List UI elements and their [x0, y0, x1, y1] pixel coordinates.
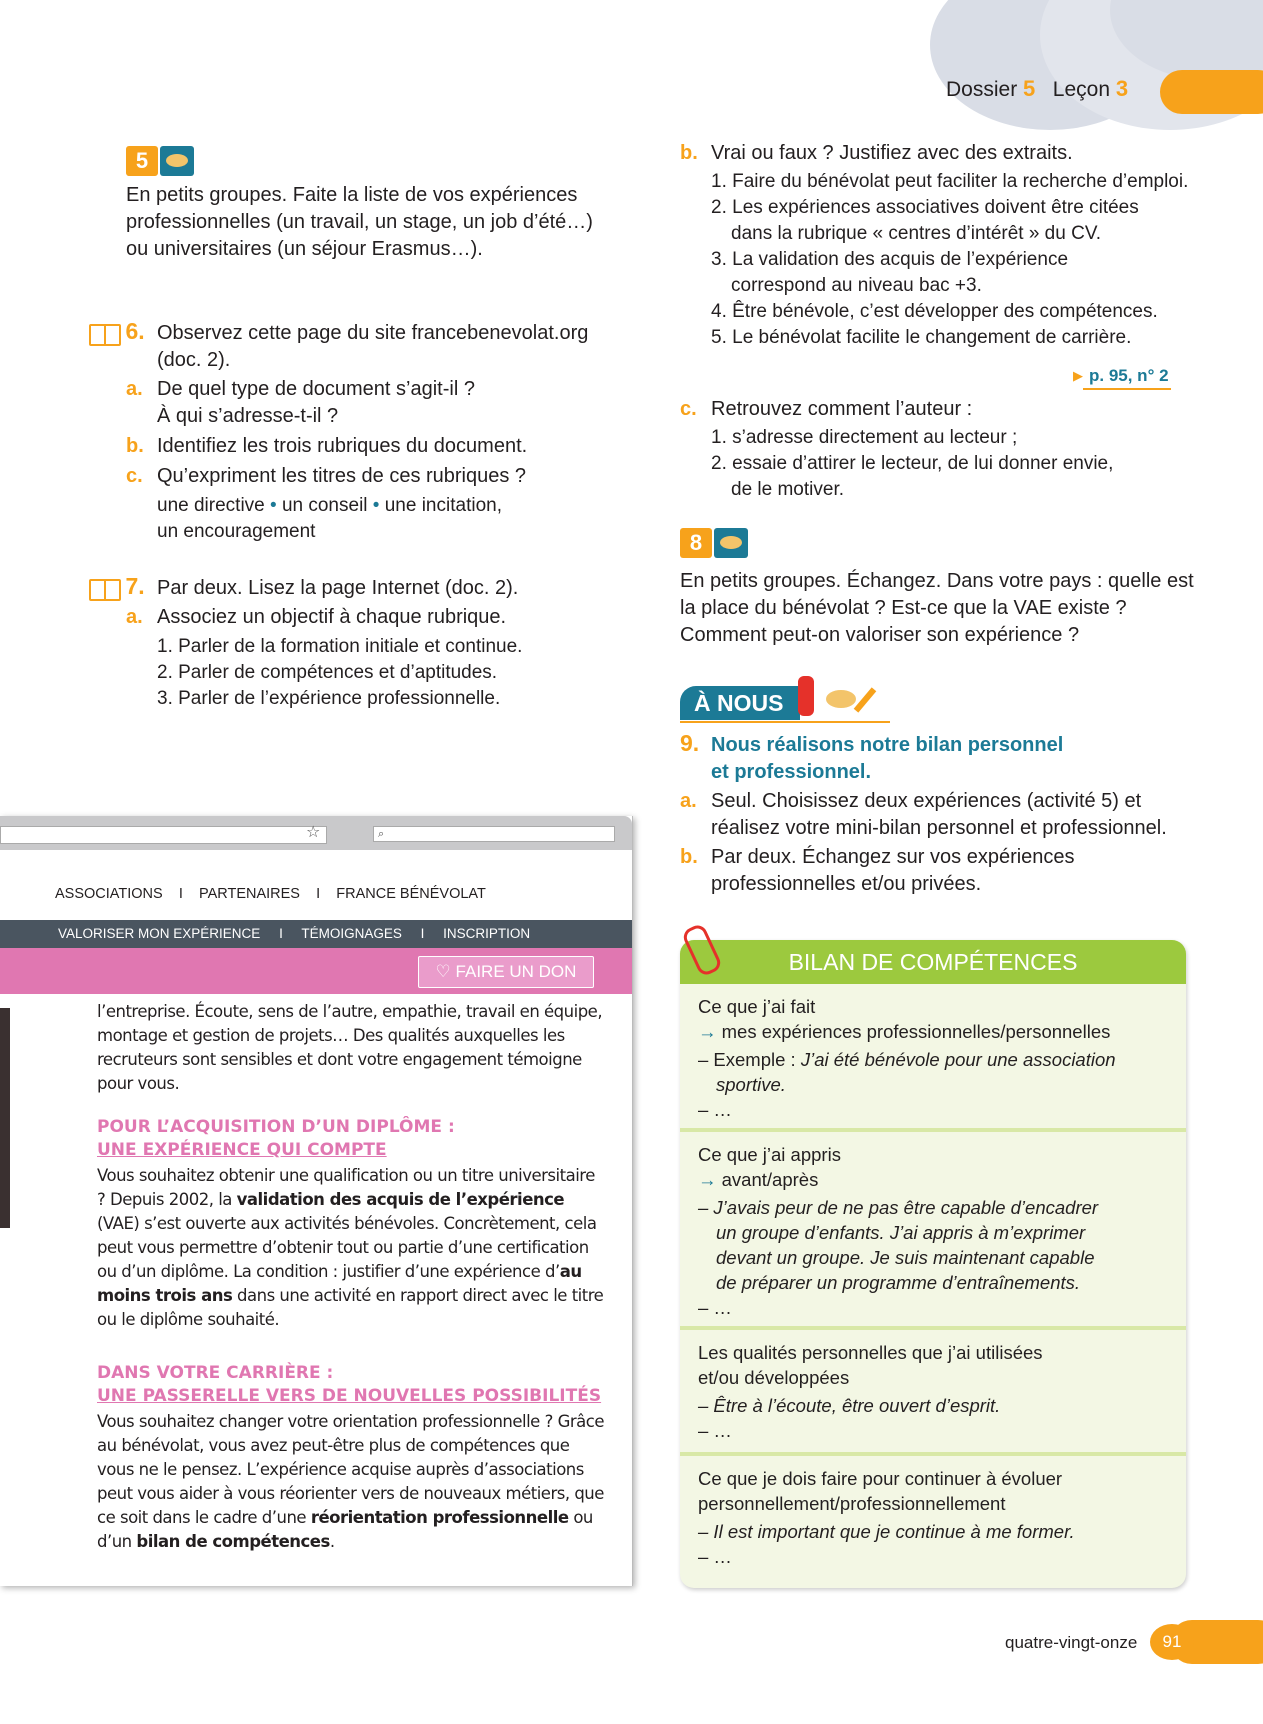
nav-inscription[interactable]: INSCRIPTION [443, 926, 531, 941]
book-icon [89, 324, 121, 346]
arrow-icon: → [698, 1021, 717, 1042]
article-photo [0, 1008, 10, 1228]
url-bar[interactable] [0, 826, 327, 844]
bilan-section-4: Ce que je dois faire pour continuer à évoluer personnellement/professionnellement – Il est important que je continue à me former. – … [698, 1468, 1075, 1567]
activity-6-intro: Observez cette page du site francebenevolat.org (doc. 2). [157, 322, 589, 371]
activity-9: 9. Nous réalisons notre bilan personnel et professionnel. a. Seul. Choisissez deux expériences (activité 5) et réalisez votre mini-bilan personnel et professionnel. b. Par deux. Échangez sur vos expériences professionnelles et/ou privées. [680, 730, 1167, 895]
bilan-section-2: Ce que j’ai appris → avant/après – J’avais peur de ne pas être capable d’encadrer un groupe d’enfants. J’ai appris à m’exprimer devant un groupe. Je suis maintenant capable de préparer un programme d’entraînements. – … [698, 1144, 1099, 1318]
article-paragraph-1: l’entreprise. Écoute, sens de l’autre, empathie, travail en équipe, montage et gestion de projets… Des qualités auxquelles les recruteurs sont sensibles et dont votre engagement témoigne pour vous. [97, 1002, 603, 1093]
speech-icon [160, 146, 194, 176]
activity-7-questions: a. Associez un objectif à chaque rubrique. 1. Parler de la formation initiale et continue. 2. Parler de compétences et d’aptitudes. 3. Parler de l’expérience professionnelle. [126, 606, 523, 709]
activity-7-c: c. Retrouvez comment l’auteur : 1. s’adresse directement au lecteur ; 2. essaie d’attirer le lecteur, de lui donner envie, de le motiver. [680, 398, 1114, 500]
bilan-section-1: Ce que j’ai fait → mes expériences professionnelles/personnelles – Exemple : J’ai été bénévole pour une association sportive. – … [698, 996, 1116, 1120]
activity-5-badge: 5 [126, 146, 194, 176]
activity-6: 6. [89, 318, 145, 346]
article-heading-2: POUR L’ACQUISITION D’UN DIPLÔME : UNE EXPÉRIENCE QUI COMPTE [97, 1117, 455, 1160]
nav-france-benevolat[interactable]: FRANCE BÉNÉVOLAT [336, 886, 486, 902]
nav-associations[interactable]: ASSOCIATIONS [55, 886, 163, 902]
book-icon [89, 579, 121, 601]
nav-temoignages[interactable]: TÉMOIGNAGES [301, 926, 402, 941]
banner-underline [680, 721, 890, 723]
page-ref-arrow-icon: ▶ [1073, 368, 1083, 383]
bilan-divider [680, 1326, 1186, 1330]
activity-7-intro: Par deux. Lisez la page Internet (doc. 2). [157, 577, 519, 599]
speech-icon [714, 528, 748, 558]
donate-button[interactable]: ♡ FAIRE UN DON [418, 956, 594, 988]
top-nav: ASSOCIATIONS I PARTENAIRES I FRANCE BÉNÉVOLAT [55, 886, 486, 902]
website-screenshot [0, 816, 633, 1586]
speech-icon [826, 690, 856, 708]
activity-7: 7. [89, 573, 145, 601]
bilan-divider [680, 1128, 1186, 1132]
article-paragraph-2: Vous souhaitez obtenir une qualification ou un titre universitaire ? Depuis 2002, la validation des acquis de l’expérience (VAE) s’est ouverte aux activités bénévoles. Concrètement, cela peut vous permettre d’obtenir tout ou partie d’une certification ou d’un diplôme. La condition : justifier d’une expérience d’au moins trois ans dans une activité en rapport direct avec le titre ou le diplôme souhaité. [97, 1166, 604, 1329]
bilan-box [680, 940, 1186, 1588]
secondary-nav: VALORISER MON EXPÉRIENCE I TÉMOIGNAGES I INSCRIPTION [58, 926, 531, 941]
page-number: 91 [1150, 1624, 1194, 1660]
bilan-section-3: Les qualités personnelles que j’ai utilisées et/ou développées – Être à l’écoute, être ouvert d’esprit. – … [698, 1342, 1043, 1441]
heart-icon: ♡ [435, 962, 451, 981]
activity-5-text: En petits groupes. Faite la liste de vos expériences professionnelles (un travail, un stage, un job d’été…) ou universitaires (un séjour Erasmus…). [126, 184, 593, 260]
activity-7-b: b. Vrai ou faux ? Justifiez avec des extraits. 1. Faire du bénévolat peut faciliter la recherche d’emploi. 2. Les expériences associatives doivent être citées dans la rubrique « centres d’intérêt » du CV. 3. La validation des acquis de l’expérience correspond au niveau bac +3. 4. Être bénévole, c’est développer des compétences. 5. Le bénévolat facilite le changement de carrière. [680, 142, 1189, 348]
page-reference[interactable]: p. 95, n° 2 [1083, 366, 1171, 390]
a-nous-banner: À NOUS [680, 686, 800, 720]
article-heading-3: DANS VOTRE CARRIÈRE : UNE PASSERELLE VERS DE NOUVELLES POSSIBILITÉS [97, 1363, 602, 1406]
nav-partenaires[interactable]: PARTENAIRES [198, 886, 300, 902]
bilan-title: BILAN DE COMPÉTENCES [680, 940, 1186, 984]
activity-8-badge: 8 [680, 528, 748, 558]
activity-6-questions: a. De quel type de document s’agit-il ? À qui s’adresse-t-il ? b. Identifiez les trois rubriques du document. c. Qu’expriment les titres de ces rubriques ? une directive • un conseil • une incitation, un encouragement [126, 378, 528, 542]
bilan-divider [680, 1452, 1186, 1456]
pencil-icon [854, 687, 877, 712]
arrow-icon: → [698, 1169, 717, 1190]
header-tab-decoration [1160, 70, 1263, 114]
search-input[interactable]: ⌕ [373, 826, 615, 842]
exclamation-icon [798, 676, 814, 716]
article-paragraph-3: Vous souhaitez changer votre orientation professionnelle ? Grâce au bénévolat, vous avez peut-être plus de compétences que vous ne le pensez. L’expérience acquise auprès d’associations peut vous aider à vous réorienter vers de nouveaux métiers, que ce soit dans le cadre d’une réorientation professionnelle ou d’un bilan de compétences. [97, 1412, 604, 1551]
star-icon[interactable]: ☆ [306, 824, 321, 841]
browser-toolbar [0, 816, 632, 850]
activity-8-text: En petits groupes. Échangez. Dans votre pays : quelle est la place du bénévolat ? Est-ce que la VAE existe ? Comment peut-on valoriser son expérience ? [680, 570, 1194, 646]
page-number-words: quatre-vingt-onze [1005, 1633, 1138, 1652]
running-header: Dossier 5 Leçon 3 [946, 76, 1129, 101]
nav-valoriser[interactable]: VALORISER MON EXPÉRIENCE [58, 926, 261, 941]
